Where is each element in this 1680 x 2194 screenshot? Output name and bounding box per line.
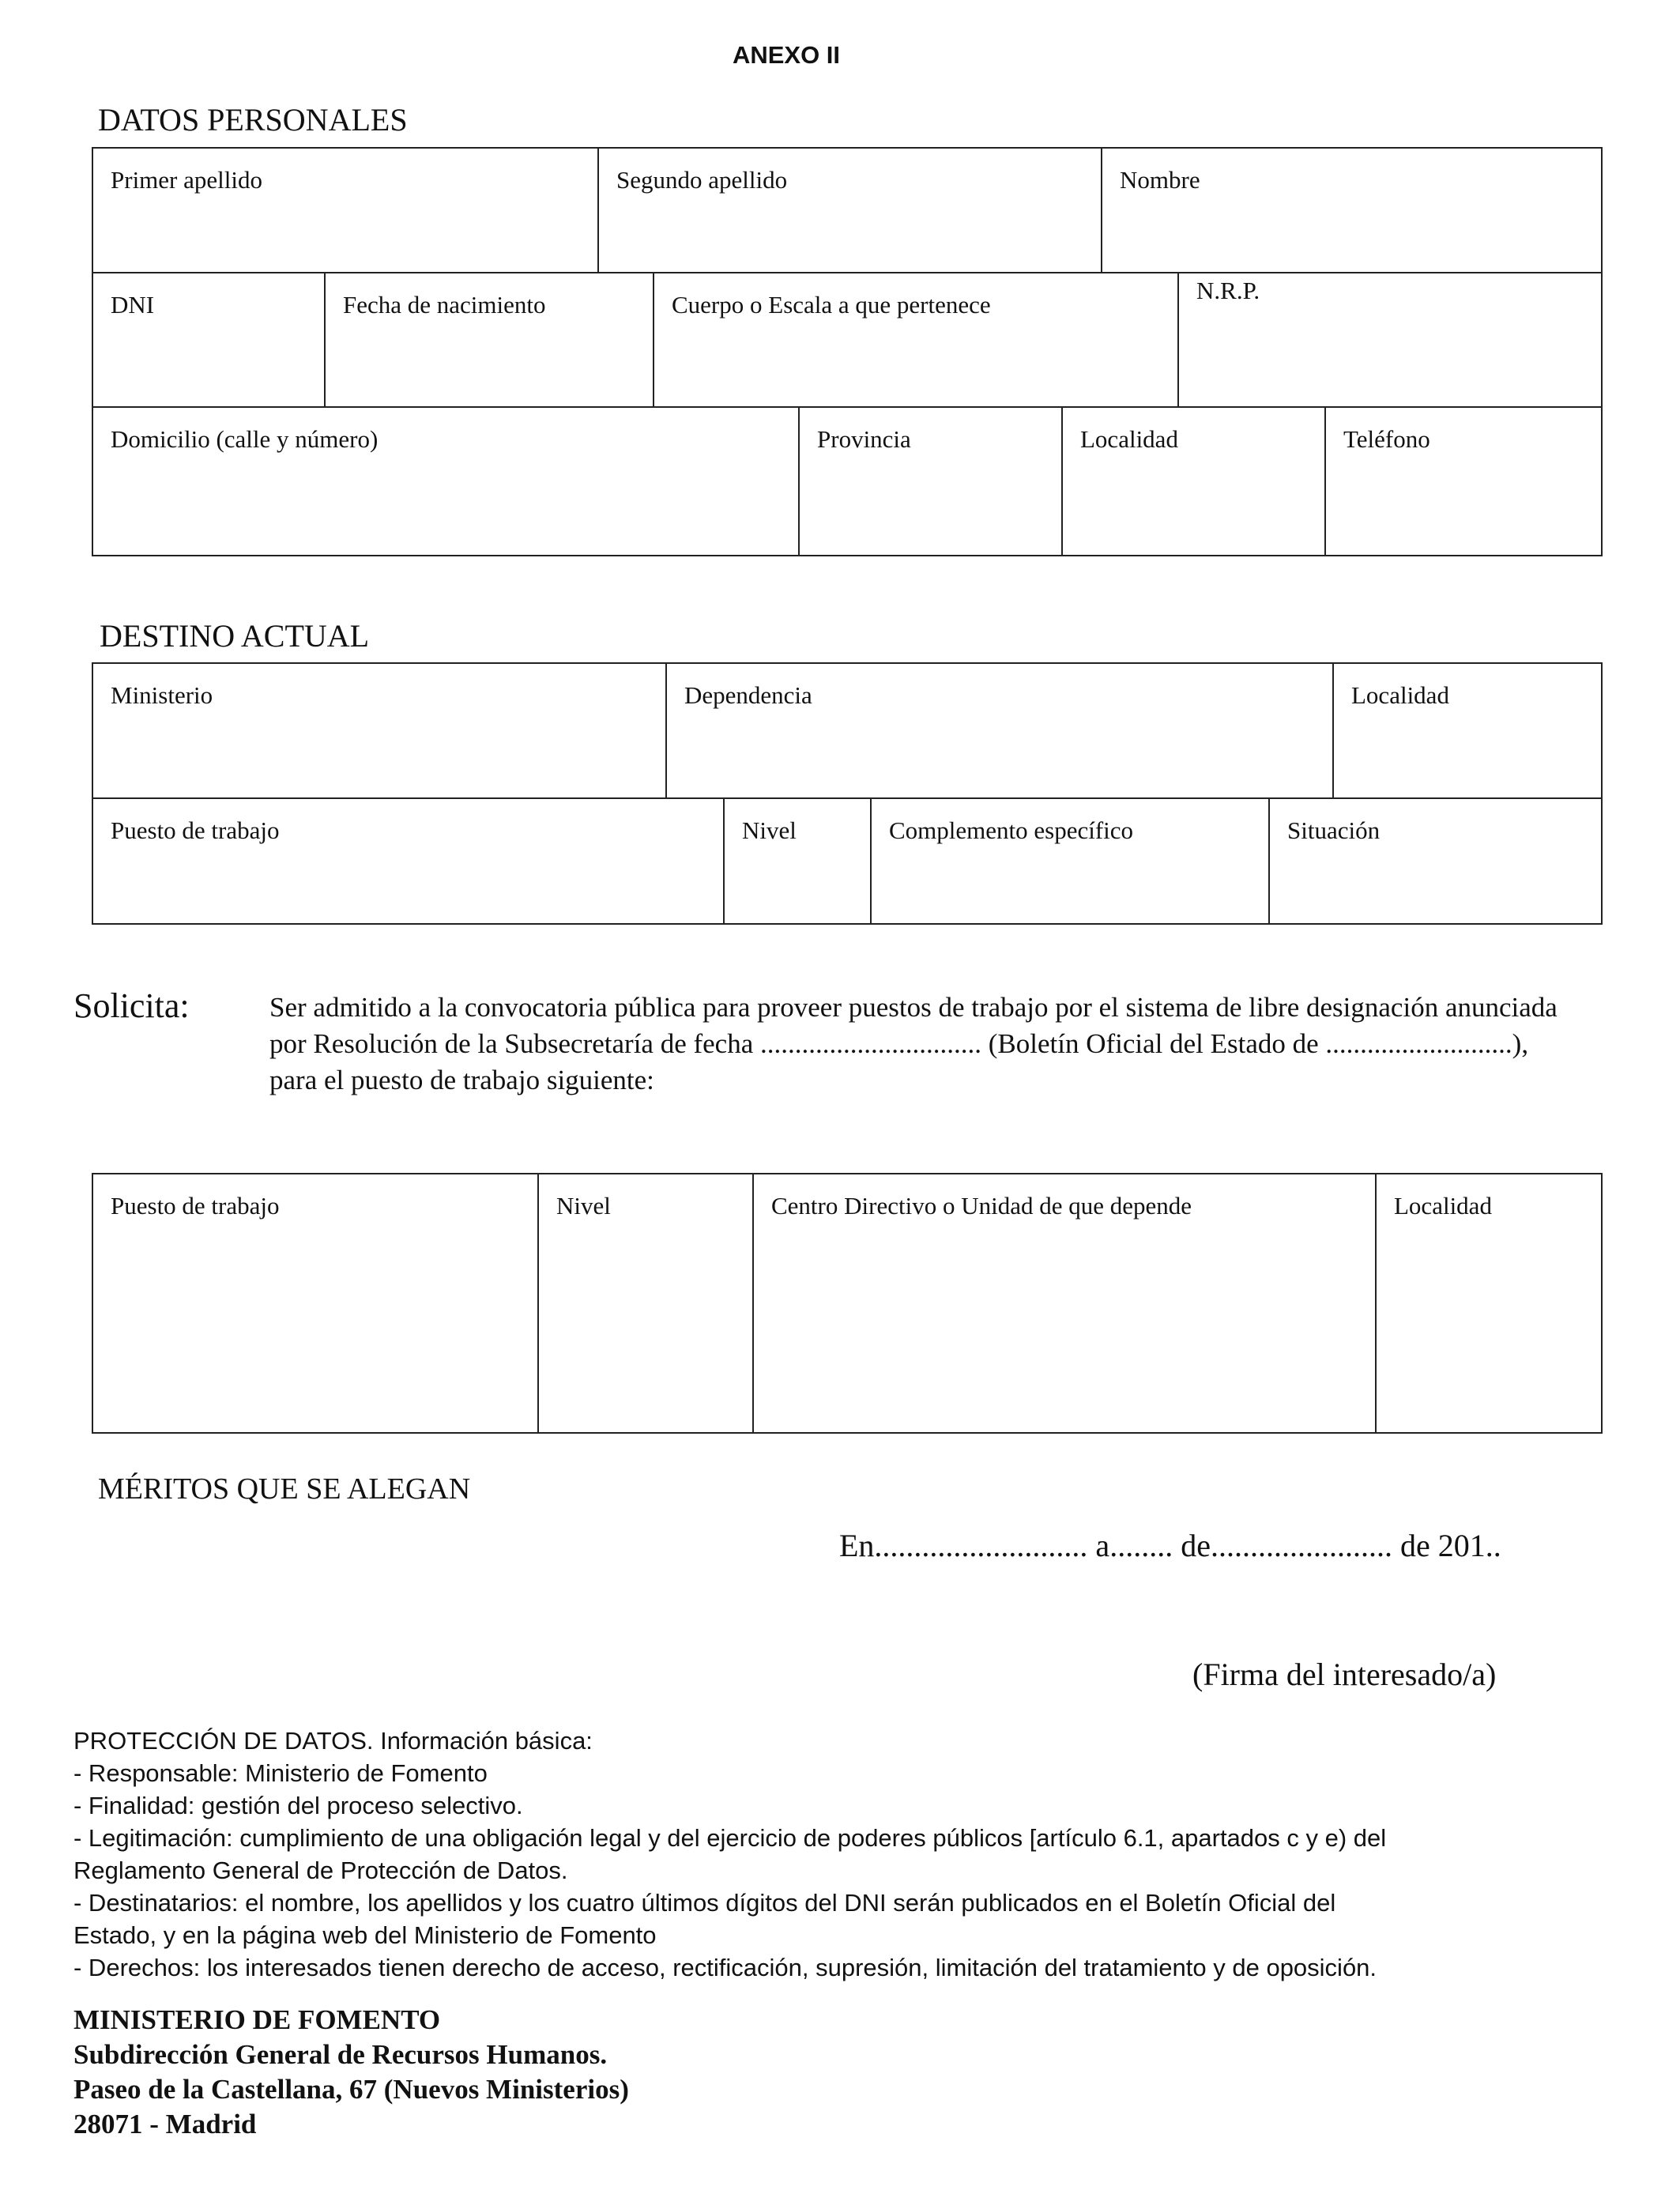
puesto-solicitado-table [92, 1173, 1603, 1434]
solicita-line-2: por Resolución de la Subsecretaría de fecha ................................ (Boletín Oficial del Estado de ...........................), [269, 1028, 1529, 1059]
pd-line-2: - Responsable: Ministerio de Fomento [73, 1759, 488, 1787]
puesto-solicitado-row [93, 1174, 1601, 1432]
address-line-3: Paseo de la Castellana, 67 (Nuevos Ministerios) [73, 2074, 629, 2105]
pd-line-5: Reglamento General de Protección de Datos. [73, 1857, 568, 1884]
field-localidad-solicitado[interactable]: Localidad [1375, 1174, 1601, 1432]
address-line-4: 28071 - Madrid [73, 2109, 257, 2139]
section-destino-actual: DESTINO ACTUAL [100, 618, 370, 654]
destino-row-1 [93, 664, 1601, 797]
solicita-line-1: Ser admitido a la convocatoria pública para proveer puestos de trabajo por el sistema de libre designación anunciada [269, 992, 1558, 1023]
field-localidad[interactable]: Localidad [1061, 408, 1324, 555]
solicita-text [269, 990, 1558, 1099]
field-provincia[interactable]: Provincia [798, 408, 1061, 555]
field-ministerio[interactable]: Ministerio [111, 681, 213, 709]
field-fecha-nacimiento[interactable]: Fecha de nacimiento [324, 273, 653, 408]
field-segundo-apellido[interactable]: Segundo apellido [597, 149, 1101, 272]
field-puesto-trabajo-actual[interactable]: Puesto de trabajo [111, 816, 280, 844]
pd-line-6: - Destinatarios: el nombre, los apellidos y los cuatro últimos dígitos del DNI serán publicados en el Boletín Oficial del [73, 1889, 1336, 1917]
section-datos-personales: DATOS PERSONALES [98, 102, 408, 138]
datos-row-3 [93, 406, 1601, 555]
solicita-line-3: para el puesto de trabajo siguiente: [269, 1065, 654, 1095]
annex-title: ANEXO II [732, 41, 841, 69]
pd-line-8: - Derechos: los interesados tienen derecho de acceso, rectificación, supresión, limitación del tratamiento y de oposición. [73, 1954, 1377, 1981]
field-situacion[interactable]: Situación [1268, 799, 1601, 923]
datos-row-2 [93, 272, 1601, 408]
section-meritos: MÉRITOS QUE SE ALEGAN [98, 1472, 471, 1506]
address-line-2: Subdirección General de Recursos Humanos. [73, 2039, 608, 2070]
firma-label: (Firma del interesado/a) [1192, 1657, 1497, 1692]
field-centro-directivo[interactable]: Centro Directivo o Unidad de que depende [752, 1174, 1375, 1432]
field-dependencia[interactable]: Dependencia [665, 664, 1332, 797]
field-nombre[interactable]: Nombre [1101, 149, 1601, 272]
field-puesto-trabajo-solicitado[interactable]: Puesto de trabajo [111, 1192, 280, 1220]
ministry-address [73, 2003, 629, 2142]
pd-line-3: - Finalidad: gestión del proceso selectivo. [73, 1792, 523, 1819]
field-cuerpo-escala[interactable]: Cuerpo o Escala a que pertenece [653, 273, 1177, 408]
pd-line-1: PROTECCIÓN DE DATOS. Información básica: [73, 1727, 593, 1755]
field-complemento-especifico[interactable]: Complemento específico [870, 799, 1268, 923]
field-nivel-solicitado[interactable]: Nivel [537, 1174, 752, 1432]
field-localidad-destino[interactable]: Localidad [1332, 664, 1601, 797]
proteccion-datos [73, 1725, 1622, 1984]
datos-row-1 [93, 149, 1601, 272]
address-line-1: MINISTERIO DE FOMENTO [73, 2004, 441, 2035]
datos-personales-table [92, 147, 1603, 556]
pd-line-7: Estado, y en la página web del Ministerio de Fomento [73, 1921, 657, 1949]
pd-line-4: - Legitimación: cumplimiento de una obligación legal y del ejercicio de poderes públicos [artículo 6.1, apartados c y e) del [73, 1824, 1387, 1852]
destino-actual-table [92, 662, 1603, 925]
solicita-label: Solicita: [73, 986, 190, 1025]
destino-row-2 [93, 797, 1601, 923]
field-nrp[interactable]: N.R.P. [1177, 273, 1601, 408]
field-dni[interactable]: DNI [111, 291, 155, 319]
field-domicilio[interactable]: Domicilio (calle y número) [111, 425, 379, 453]
field-primer-apellido[interactable]: Primer apellido [111, 166, 262, 194]
field-telefono[interactable]: Teléfono [1324, 408, 1601, 555]
fecha-line[interactable]: En........................... a........ de....................... de 201.. [839, 1528, 1501, 1563]
field-nivel-actual[interactable]: Nivel [723, 799, 870, 923]
